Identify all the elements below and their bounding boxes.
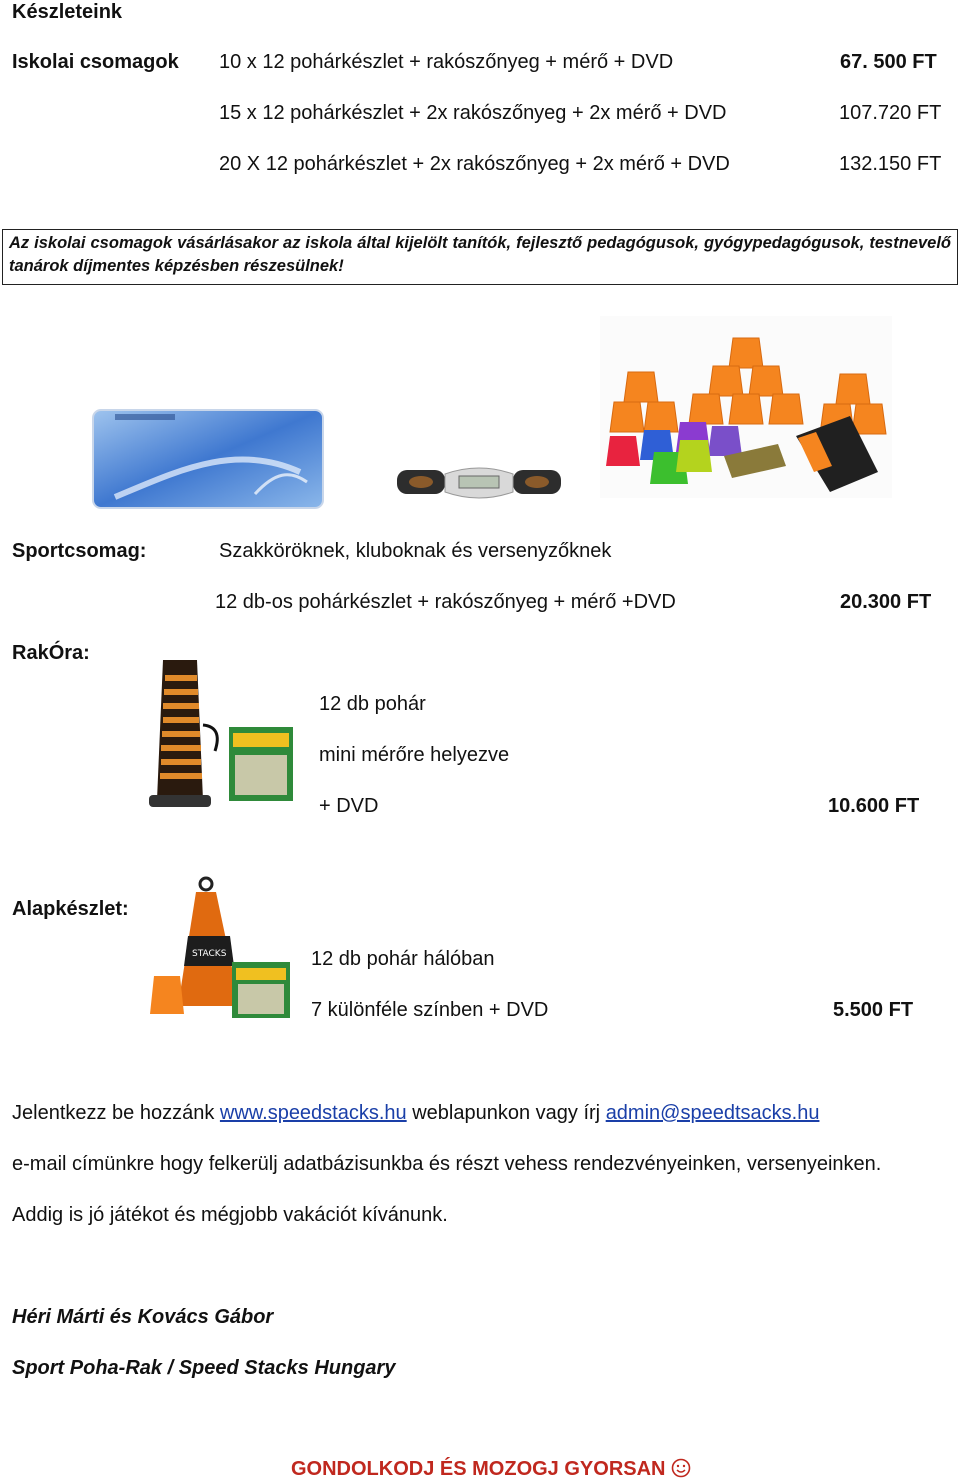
contact-middle: weblapunkon vagy írj (406, 1102, 606, 1124)
smiley-icon (671, 1458, 691, 1478)
slogan (291, 1458, 691, 1480)
training-notice-box: Az iskolai csomagok vásárlásakor az iskola által kijelölt tanítók, fejlesztő pedagógusok, gyógypedagógusok, testnevelő tanárok díjmentes képzésben részesülnek! (2, 229, 958, 285)
timer-image (395, 464, 565, 504)
email-link[interactable]: admin@speedtsacks.hu (605, 1102, 820, 1124)
slogan-text: GONDOLKODJ ÉS MOZOGJ GYORSAN (291, 1458, 666, 1480)
school-package-price: 107.720 FT (839, 102, 942, 124)
school-package-price: 67. 500 FT (840, 51, 937, 73)
signature-names: Héri Márti és Kovács Gábor (12, 1306, 274, 1328)
basic-set-image (148, 876, 294, 1024)
school-package-desc: 20 X 12 pohárkészlet + 2x rakószőnyeg + 2x mérő + DVD (219, 153, 730, 175)
school-package-desc: 10 x 12 pohárkészlet + rakószőnyeg + mérő + DVD (219, 51, 674, 73)
website-link[interactable]: www.speedstacks.hu (219, 1102, 407, 1124)
school-packages-label: Iskolai csomagok (12, 51, 179, 73)
cups-set-image (600, 316, 892, 498)
signature-organization: Sport Poha-Rak / Speed Stacks Hungary (12, 1357, 396, 1379)
school-package-desc: 15 x 12 pohárkészlet + 2x rakószőnyeg + 2x mérő + DVD (219, 102, 727, 124)
sport-package-price: 20.300 FT (840, 591, 932, 613)
sport-package-label: Sportcsomag: (12, 540, 147, 562)
basic-set-price: 5.500 FT (833, 999, 914, 1021)
rakora-line-dvd: + DVD (319, 795, 379, 817)
school-package-price: 132.150 FT (839, 153, 942, 175)
contact-line-2: e-mail címünkre hogy felkerülj adatbázisunkba és részt vehess rendezvényeinken, versenyeinken. (12, 1153, 882, 1175)
stack-mat-image (85, 402, 330, 512)
closing-wish: Addig is jó játékot és mégjobb vakációt kívánunk. (12, 1204, 448, 1226)
rakora-line-timer: mini mérőre helyezve (319, 744, 510, 766)
page-heading: Készleteink (12, 1, 123, 23)
basic-set-label: Alapkészlet: (12, 898, 129, 920)
rakora-line-cups: 12 db pohár (319, 693, 426, 715)
rakora-label: RakÓra: (12, 642, 90, 664)
svg-text:STACKS: STACKS (192, 949, 227, 959)
contact-prefix: Jelentkezz be hozzánk (12, 1102, 220, 1124)
basic-set-line-colors: 7 különféle színben + DVD (311, 999, 549, 1021)
basic-set-line-cups: 12 db pohár hálóban (311, 948, 495, 970)
sport-package-audience: Szakköröknek, kluboknak és versenyzőknek (219, 540, 612, 562)
rakora-image (145, 655, 297, 810)
sport-package-content: 12 db-os pohárkészlet + rakószőnyeg + mérő +DVD (215, 591, 676, 613)
contact-line (12, 1101, 819, 1125)
rakora-price: 10.600 FT (828, 795, 920, 817)
